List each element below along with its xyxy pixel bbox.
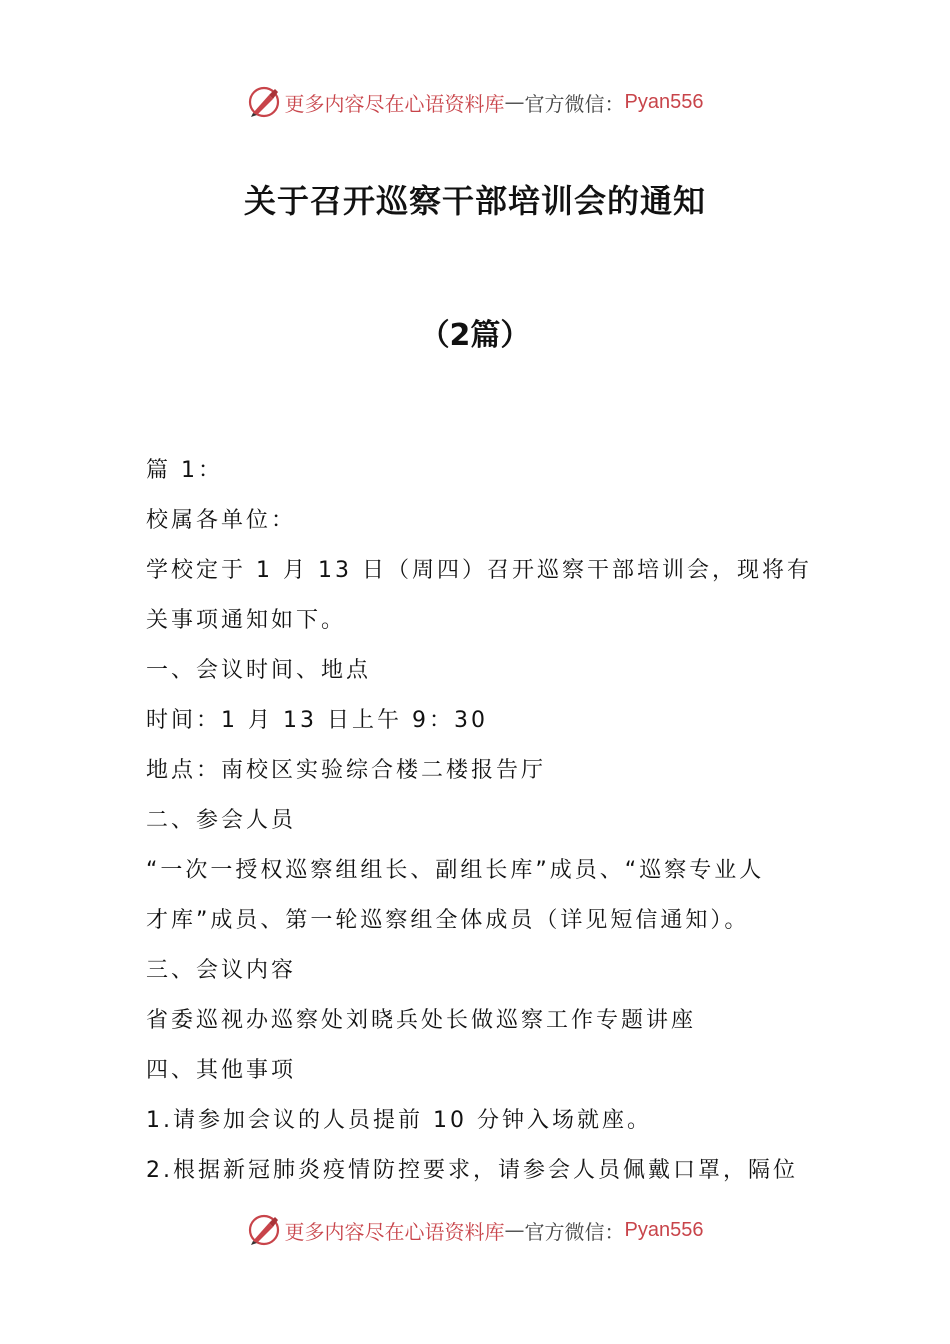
paragraph-line: 才库”成员、第一轮巡察组全体成员（详见短信通知）。 bbox=[146, 908, 750, 933]
salutation: 校属各单位： bbox=[146, 508, 297, 533]
document-title: 关于召开巡察干部培训会的通知 bbox=[243, 182, 706, 220]
document-subtitle: （2篇） bbox=[419, 318, 531, 353]
paragraph-line: 学校定于 1 月 13 日（周四）召开巡察干部培训会，现将有 bbox=[146, 558, 812, 583]
footer-watermark bbox=[0, 1210, 950, 1250]
section-heading: 四、其他事项 bbox=[146, 1058, 297, 1083]
paragraph-line: 关事项通知如下。 bbox=[146, 608, 347, 633]
pen-logo-icon bbox=[247, 1213, 281, 1247]
watermark-separator: — bbox=[504, 1218, 525, 1242]
watermark-text: 更多内容尽在心语资料库 bbox=[284, 91, 505, 116]
section-label: 篇 1： bbox=[146, 458, 223, 483]
paragraph-line: 1.请参加会议的人员提前 10 分钟入场就座。 bbox=[146, 1108, 652, 1133]
watermark-wechat-label: 官方微信： bbox=[524, 91, 625, 116]
paragraph-line: “一次一授权巡察组组长、副组长库”成员、“巡察专业人 bbox=[146, 858, 765, 883]
watermark-wechat-id: Pyan556 bbox=[624, 1218, 704, 1241]
watermark-separator: — bbox=[504, 90, 525, 114]
pen-logo-icon bbox=[247, 85, 281, 119]
header-watermark bbox=[0, 82, 950, 122]
paragraph-line: 2.根据新冠肺炎疫情防控要求，请参会人员佩戴口罩，隔位 bbox=[146, 1158, 798, 1183]
watermark-wechat-label: 官方微信： bbox=[524, 1219, 625, 1244]
section-heading: 三、会议内容 bbox=[146, 958, 297, 983]
watermark-text: 更多内容尽在心语资料库 bbox=[284, 1219, 505, 1244]
watermark-wechat-id: Pyan556 bbox=[624, 90, 704, 113]
section-heading: 一、会议时间、地点 bbox=[146, 658, 372, 683]
document-body bbox=[146, 446, 812, 1196]
section-heading: 二、参会人员 bbox=[146, 808, 297, 833]
paragraph-line: 时间：1 月 13 日上午 9：30 bbox=[146, 708, 488, 733]
paragraph-line: 地点：南校区实验综合楼二楼报告厅 bbox=[146, 758, 547, 783]
paragraph-line: 省委巡视办巡察处刘晓兵处长做巡察工作专题讲座 bbox=[146, 1008, 697, 1033]
